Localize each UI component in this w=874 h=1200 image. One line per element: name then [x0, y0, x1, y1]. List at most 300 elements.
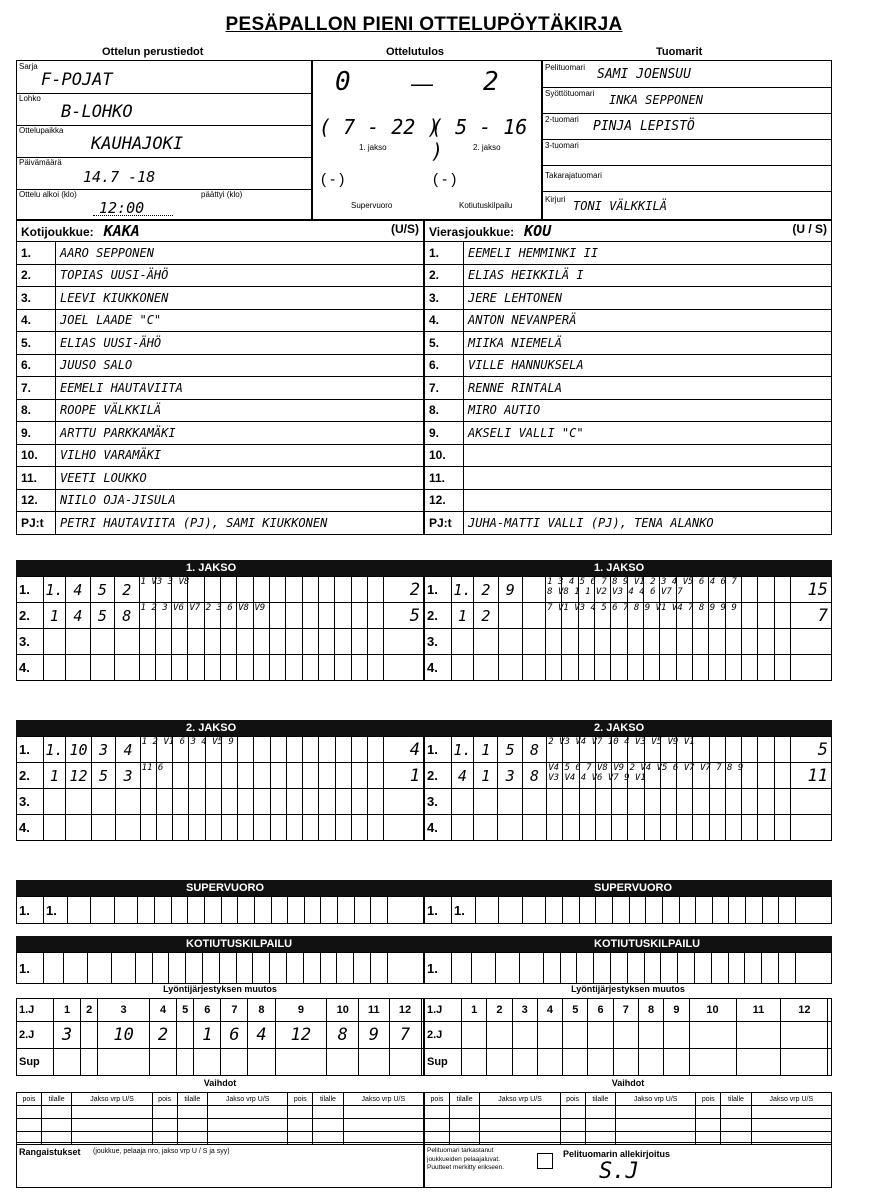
check-line3: Puutteet merkitty erikseen. [427, 1164, 504, 1171]
pj-value: PETRI HAUTAVIITA (PJ), SAMI KIUKKONEN [56, 512, 424, 535]
player-number: 8. [425, 399, 464, 422]
inning-number: 1. [427, 582, 438, 597]
player-number: 10. [17, 444, 56, 467]
change-col: 9 [297, 1004, 304, 1016]
section-referees: Tuomarit [656, 46, 703, 58]
subs-col: tilalle [727, 1095, 744, 1103]
cell-b: 4 [73, 606, 83, 625]
change-value: 10 [113, 1025, 134, 1045]
sv-inning-number: 1. [46, 902, 57, 918]
roster-row [17, 287, 424, 310]
player-number: 1. [425, 242, 464, 265]
inning-total: 7 [817, 605, 828, 626]
alkoi-value: 12:00 [99, 199, 145, 217]
pvm-value: 14.7 -18 [83, 168, 156, 186]
signature-value: S.J [599, 1159, 639, 1184]
player-number: 2. [17, 264, 56, 287]
inning-row [425, 953, 832, 984]
section-result: Ottelutulos [386, 46, 445, 58]
inning-row [425, 737, 832, 763]
inning-row [17, 655, 424, 681]
signature-label: Pelituomarin allekirjoitus [563, 1149, 671, 1159]
subs-col: tilalle [184, 1095, 201, 1103]
roster-row [17, 309, 424, 332]
inning-row [425, 577, 832, 603]
player-number: 2. [425, 264, 464, 287]
change-value: 8 [337, 1025, 348, 1045]
change-col: 11 [368, 1004, 380, 1016]
change-row-label: 1.J [427, 1004, 443, 1016]
lohko-label: Lohko [19, 94, 41, 103]
cell-a: 1. [45, 740, 64, 759]
change-row [425, 1049, 832, 1076]
player-number: 1. [17, 242, 56, 265]
check-line2: joukkueiden pelaajaluvat. [427, 1155, 500, 1163]
batting-change-title: Lyöntijärjestyksen muutos [571, 984, 685, 994]
inning-grid [16, 896, 424, 924]
change-col: 12 [798, 1004, 811, 1016]
inning-grid [16, 576, 424, 681]
change-col: 5 [572, 1004, 579, 1016]
player-name: MIRO AUTIO [464, 399, 832, 422]
inning-row [17, 815, 424, 841]
player-name: ELIAS UUSI-ÄHÖ [56, 332, 424, 355]
cell-a: 4 [457, 766, 467, 785]
change-col: 8 [258, 1004, 265, 1016]
inning-number: 4. [427, 820, 438, 835]
cell-d: 8 [122, 606, 132, 625]
inning-marks: V4 5 6 7 V8 V9 2 V4 V5 6 V7 V7 7 8 9 V3 V4 4 V6 V7 9 V1 [548, 763, 744, 783]
inning-row [17, 737, 424, 763]
home-score: 0 [335, 67, 351, 97]
scoresheet [16, 8, 832, 1188]
subs-col: tilalle [319, 1095, 336, 1103]
inning-number: 3. [19, 634, 30, 649]
period2-bar [16, 720, 832, 736]
inning-total: 11 [807, 765, 828, 786]
player-number: 11. [17, 467, 56, 490]
roster-row [425, 332, 832, 355]
roster-row [17, 444, 424, 467]
change-col: 8 [648, 1004, 655, 1016]
subs-col: pois [430, 1095, 444, 1103]
cell-d: 3 [123, 766, 133, 785]
roster-row [425, 467, 832, 490]
cell-b: 2 [481, 606, 491, 625]
ref6-label: Kirjuri [545, 195, 566, 204]
cell-d: 4 [123, 740, 133, 759]
change-col: 4 [159, 1004, 167, 1016]
score-dash: — [411, 71, 433, 96]
subs-col: pois [22, 1095, 36, 1103]
change-col: 2 [86, 1004, 93, 1016]
pj-label: PJ:t [425, 512, 464, 535]
player-number: 6. [17, 354, 56, 377]
inning-marks: 1 2 3 V6 V7 2 3 6 V8 V9 [140, 603, 266, 613]
form-title: PESÄPALLON PIENI OTTELUPÖYTÄKIRJA [225, 14, 623, 35]
away-roster [424, 220, 832, 535]
subs-col: tilalle [456, 1095, 473, 1103]
roster-row [425, 264, 832, 287]
player-name: EEMELI HEMMINKI II [464, 242, 832, 265]
subs-col: Jakso vrp U/S [498, 1095, 542, 1103]
inning-number: 1. [427, 960, 438, 976]
ref4-label: 3-tuomari [545, 141, 579, 150]
signature-box [424, 1142, 832, 1188]
roster-row [425, 399, 832, 422]
change-row [17, 999, 424, 1022]
inning-number: 3. [19, 794, 30, 809]
change-col: 6 [204, 1004, 211, 1016]
player-name: EEMELI HAUTAVIITA [56, 377, 424, 400]
subs-col: pois [566, 1095, 580, 1103]
inning-number: 2. [427, 768, 438, 783]
player-number: 7. [425, 377, 464, 400]
home-team-label: Kotijoukkue: [21, 225, 94, 239]
batting-change [424, 984, 832, 1076]
player-number: 3. [17, 287, 56, 310]
ref5-label: Takarajatuomari [545, 171, 602, 180]
referees-box [542, 60, 832, 220]
player-number: 4. [425, 309, 464, 332]
inning-row [17, 953, 424, 984]
inning-row [425, 815, 832, 841]
subs-col: Jakso vrp U/S [633, 1095, 678, 1103]
inning-total: 4 [409, 739, 420, 760]
cell-a: 1 [457, 606, 467, 625]
change-row-label: 1.J [19, 1004, 35, 1016]
inning-row [425, 603, 832, 629]
change-row-label: 2.J [19, 1029, 35, 1041]
player-name: TOPIAS UUSI-ÄHÖ [56, 264, 424, 287]
inning-row [425, 789, 832, 815]
player-name: JUUSO SALO [56, 354, 424, 377]
penalties-box [16, 1142, 424, 1188]
check-text [427, 1147, 504, 1173]
change-col: 4 [546, 1004, 554, 1016]
away-us-label: (U / S) [792, 222, 827, 236]
roster-row [425, 242, 832, 265]
change-col: 7 [622, 1004, 629, 1016]
player-name: ANTON NEVANPERÄ [464, 309, 832, 332]
inning-number: 2. [427, 608, 438, 623]
paikka-value: KAUHAJOKI [91, 134, 184, 154]
inning-number: 2. [19, 608, 30, 623]
period2-label: 2. jakso [473, 143, 501, 152]
inning-total: 5 [409, 605, 420, 626]
player-name: VEETI LOUKKO [56, 467, 424, 490]
player-name: NIILO OJA-JISULA [56, 489, 424, 512]
player-name [464, 489, 832, 512]
change-row-label: Sup [19, 1056, 40, 1068]
player-name: ELIAS HEIKKILÄ I [464, 264, 832, 287]
player-number: 12. [425, 489, 464, 512]
change-row [425, 1022, 832, 1049]
player-name: JOEL LAADE "C" [56, 309, 424, 332]
change-value: 9 [368, 1025, 379, 1045]
change-row [17, 1022, 424, 1049]
penalties-label: Rangaistukset [19, 1147, 81, 1157]
home-roster [16, 220, 424, 535]
change-row [425, 999, 832, 1022]
inning-marks: 11 6 [141, 763, 164, 773]
player-number: 12. [17, 489, 56, 512]
subs-col: pois [701, 1095, 715, 1103]
player-number: 5. [425, 332, 464, 355]
away-team-label: Vierasjoukkue: [429, 225, 515, 239]
inning-row [425, 655, 832, 681]
inning-grid [424, 896, 832, 924]
period2-result: ( 5 - 16 ) [431, 115, 528, 163]
player-name: ARTTU PARKKAMÄKI [56, 422, 424, 445]
inning-row [425, 629, 832, 655]
roster-row [425, 287, 832, 310]
kotiutus-bar-right-label: KOTIUTUSKILPAILU [594, 938, 701, 950]
player-number: 3. [425, 287, 464, 310]
cell-b: 4 [73, 580, 83, 599]
period1-bar-right-label: 1. JAKSO [594, 562, 645, 574]
roster-row [17, 399, 424, 422]
cell-d: 8 [530, 766, 540, 785]
inning-total: 2 [409, 579, 420, 600]
cell-d: 2 [122, 580, 132, 599]
subs-col: Jakso vrp U/S [225, 1095, 270, 1103]
change-col: 7 [231, 1004, 238, 1016]
cell-c: 5 [99, 766, 109, 785]
roster-row [17, 489, 424, 512]
ref6-value: TONI VÄLKKILÄ [573, 199, 667, 213]
cell-c: 9 [505, 580, 515, 599]
change-row-label: Sup [427, 1056, 448, 1068]
roster-row [425, 489, 832, 512]
inning-number: 1. [427, 902, 438, 918]
inning-row [17, 789, 424, 815]
roster-row [17, 354, 424, 377]
change-row [17, 1049, 424, 1076]
change-col: 5 [182, 1004, 189, 1016]
supervuoro-result: ( - ) [321, 171, 345, 188]
ref1-label: Pelituomari [545, 63, 586, 72]
cell-a: 1 [49, 606, 59, 625]
substitutions-title: Vaihdot [611, 1078, 645, 1088]
inning-row [17, 897, 424, 924]
inning-marks: 7 V1 V3 4 5 6 7 8 9 V1 V4 7 8 9 9 9 [547, 603, 737, 613]
cell-a: 1. [453, 740, 472, 759]
inning-total: 15 [807, 579, 828, 600]
paikka-label: Ottelupaikka [19, 126, 64, 135]
check-box[interactable] [537, 1153, 553, 1169]
cell-c: 3 [505, 766, 515, 785]
inning-number: 4. [19, 820, 30, 835]
inning-number: 3. [427, 794, 438, 809]
change-value: 4 [256, 1025, 267, 1045]
change-col: 2 [496, 1004, 503, 1016]
section-basic: Ottelun perustiedot [102, 46, 204, 58]
subs-col: pois [158, 1095, 172, 1103]
inning-row [17, 577, 424, 603]
player-name [464, 444, 832, 467]
player-number: 4. [17, 309, 56, 332]
period2-bar-right-label: 2. JAKSO [594, 722, 645, 734]
inning-grid [424, 576, 832, 681]
inning-total: 5 [817, 739, 828, 760]
change-col: 10 [336, 1004, 349, 1016]
kotiutus-bar-left-label: KOTIUTUSKILPAILU [186, 938, 293, 950]
inning-row [425, 763, 832, 789]
cell-b: 2 [481, 580, 491, 599]
sarja-label: Sarja [19, 62, 38, 71]
change-row-label: 2.J [427, 1029, 443, 1041]
kotiutus-label: Kotiutuskilpailu [459, 201, 513, 210]
inning-marks: 1 3 4 5 6 7 8 9 V1 2 3 4 V5 6 4 6 7 8 V8 1 1 V2 V3 4 4 6 V7 7 [547, 577, 737, 597]
inning-grid [16, 952, 424, 984]
supervuoro-label: Supervuoro [351, 201, 393, 210]
supervuoro-bar [16, 880, 832, 896]
player-number: 10. [425, 444, 464, 467]
change-col: 3 [521, 1004, 528, 1016]
change-col: 10 [706, 1004, 719, 1016]
lohko-value: B-LOHKO [61, 102, 133, 122]
sarja-value: F-POJAT [41, 70, 113, 90]
batting-change [16, 984, 424, 1076]
player-name: AARO SEPPONEN [56, 242, 424, 265]
inning-grid [424, 952, 832, 984]
substitutions [16, 1078, 424, 1145]
inning-row [17, 763, 424, 789]
change-value: 2 [157, 1025, 169, 1045]
cell-b: 12 [69, 766, 88, 785]
change-col: 12 [398, 1004, 412, 1016]
subs-col: pois [293, 1095, 307, 1103]
substitutions-title: Vaihdot [203, 1078, 237, 1088]
pj-value: JUHA-MATTI VALLI (PJ), TENA ALANKO [464, 512, 832, 535]
player-name: VILLE HANNUKSELA [464, 354, 832, 377]
period1-bar-left-label: 1. JAKSO [186, 562, 237, 574]
ref2-value: INKA SEPPONEN [609, 93, 703, 107]
player-name: ROOPE VÄLKKILÄ [56, 399, 424, 422]
cell-c: 5 [97, 606, 107, 625]
ref3-value: PINJA LEPISTÖ [593, 119, 695, 134]
inning-marks: 1 2 V1 6 3 4 V5 9 [141, 737, 234, 747]
inning-number: 1. [427, 742, 438, 757]
pj-label: PJ:t [17, 512, 56, 535]
inning-number: 4. [19, 660, 30, 675]
cell-c: 5 [505, 740, 515, 759]
period1-bar [16, 560, 832, 576]
inning-grid [16, 736, 424, 841]
home-us-label: (U/S) [391, 222, 419, 236]
pvm-label: Päivämäärä [19, 158, 62, 167]
subs-col: Jakso vrp U/S [361, 1095, 406, 1103]
change-col: 1 [63, 1004, 71, 1016]
supervuoro-bar-right-label: SUPERVUORO [594, 882, 673, 894]
inning-number: 1. [19, 960, 30, 976]
player-name: MIIKA NIEMELÄ [464, 332, 832, 355]
roster-row [425, 377, 832, 400]
inning-number: 4. [427, 660, 438, 675]
change-value: 3 [61, 1025, 73, 1045]
player-name: VILHO VARAMÄKI [56, 444, 424, 467]
player-number: 5. [17, 332, 56, 355]
roster-row [17, 377, 424, 400]
check-line1: Pelituomari tarkastanut [427, 1147, 494, 1154]
change-value: 7 [399, 1025, 411, 1045]
roster-row [425, 354, 832, 377]
ref3-label: 2-tuomari [545, 115, 579, 124]
cell-b: 1 [481, 766, 491, 785]
player-name: RENNE RINTALA [464, 377, 832, 400]
inning-number: 1. [19, 582, 30, 597]
inning-marks: 1 V3 3 V8 [140, 577, 190, 587]
roster-row [17, 264, 424, 287]
inning-row [425, 897, 832, 924]
roster-row [425, 422, 832, 445]
player-name: AKSELI VALLI "C" [464, 422, 832, 445]
subs-col: Jakso vrp U/S [769, 1095, 814, 1103]
cell-c: 3 [99, 740, 109, 759]
away-score: 2 [483, 67, 499, 97]
substitutions [424, 1078, 832, 1145]
change-col: 3 [120, 1004, 127, 1016]
player-number: 7. [17, 377, 56, 400]
change-col: 6 [597, 1004, 604, 1016]
subs-col: tilalle [48, 1095, 65, 1103]
supervuoro-bar-left-label: SUPERVUORO [186, 882, 265, 894]
period1-result: ( 7 - 22 ) [319, 115, 440, 139]
subs-col: Jakso vrp U/S [90, 1095, 134, 1103]
cell-a: 1. [45, 580, 64, 599]
home-team-name: KAKA [103, 222, 140, 240]
alkoi-label: Ottelu alkoi (klo) [19, 190, 77, 199]
cell-b: 1 [481, 740, 491, 759]
inning-number: 2. [19, 768, 30, 783]
change-col: 9 [673, 1004, 680, 1016]
player-name: LEEVI KIUKKONEN [56, 287, 424, 310]
inning-row [17, 629, 424, 655]
inning-number: 1. [19, 742, 30, 757]
roster-row [425, 444, 832, 467]
cell-d: 8 [530, 740, 540, 759]
change-value: 12 [290, 1025, 312, 1045]
cell-a: 1 [49, 766, 59, 785]
inning-row [17, 603, 424, 629]
change-col: 11 [752, 1004, 765, 1016]
roster-row [425, 309, 832, 332]
period1-label: 1. jakso [359, 143, 387, 152]
roster-row [17, 422, 424, 445]
result-box [312, 60, 542, 220]
penalties-note: (joukkue, pelaaja nro, jakso vrp U / S ja syy) [93, 1148, 230, 1155]
player-name [464, 467, 832, 490]
roster-row [17, 332, 424, 355]
batting-change-title: Lyöntijärjestyksen muutos [163, 984, 277, 994]
inning-number: 1. [19, 902, 30, 918]
ref2-label: Syöttötuomari [545, 89, 595, 98]
player-number: 8. [17, 399, 56, 422]
inning-grid [424, 736, 832, 841]
basic-info-box [16, 60, 312, 220]
cell-a: 1. [453, 580, 472, 599]
ref1-value: SAMI JOENSUU [597, 67, 691, 82]
sv-inning-number: 1. [454, 902, 465, 918]
inning-marks: 2 V3 V4 V7 10 4 V3 V5 V9 V1 [548, 737, 695, 747]
paattyi-label: päättyi (klo) [201, 190, 243, 199]
kotiutus-result: ( - ) [433, 171, 457, 188]
kotiutus-bar [16, 936, 832, 952]
cell-b: 10 [69, 740, 88, 759]
inning-total: 1 [409, 765, 420, 786]
player-number: 9. [17, 422, 56, 445]
